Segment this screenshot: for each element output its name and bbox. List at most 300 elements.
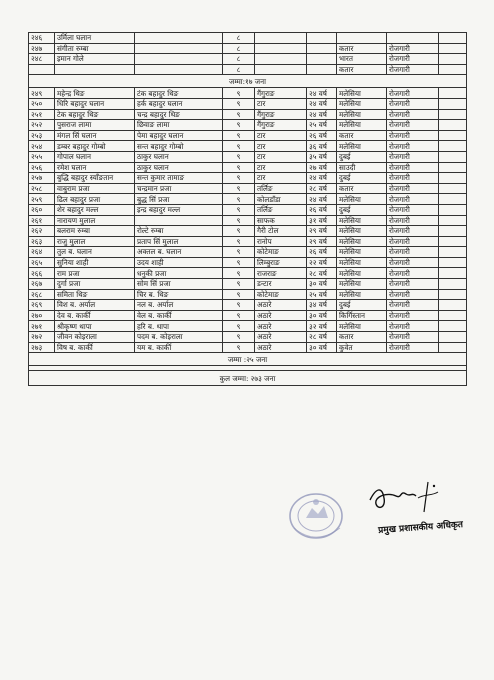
- cell-place: अठारे: [255, 332, 307, 343]
- cell-parent: [135, 33, 223, 44]
- cell-parent: अक्तल ब. घलान: [135, 247, 223, 258]
- cell-sn: २६६: [29, 268, 55, 279]
- cell-name: बलराम रुम्बा: [55, 226, 135, 237]
- cell-age: २४ वर्ष: [307, 98, 337, 109]
- cell-status: रोजगारी: [387, 332, 439, 343]
- cell-status: रोजगारी: [387, 64, 439, 75]
- cell-dest: मलेसिया: [337, 98, 387, 109]
- cell-parent: [135, 215, 223, 226]
- cell-age: [307, 54, 337, 65]
- cell-place: तर्लिङ: [255, 183, 307, 194]
- cell-status: [387, 33, 439, 44]
- table-row: [29, 109, 467, 120]
- table-row: [29, 204, 467, 215]
- cell-place: टार: [255, 141, 307, 152]
- cell-dest: मलेसिया: [337, 109, 387, 120]
- cell-sn: २६३: [29, 236, 55, 247]
- cell-age: २४ वर्ष: [307, 109, 337, 120]
- cell-pad: [439, 279, 467, 290]
- cell-place: [255, 43, 307, 54]
- cell-pad: [439, 236, 467, 247]
- cell-pad: [439, 109, 467, 120]
- cell-pad: [439, 162, 467, 173]
- cell-parent: सन्त बहादुर गोम्बो: [135, 141, 223, 152]
- cell-name: विश ब. अर्याल: [55, 300, 135, 311]
- cell-dest: मलेसिया: [337, 257, 387, 268]
- cell-place: [255, 54, 307, 65]
- cell-name: संगीता रुम्बा: [55, 43, 135, 54]
- cell-name: शेर बहादुर मल्ल: [55, 204, 135, 215]
- cell-age: ३१ वर्ष: [307, 215, 337, 226]
- cell-age: २९ वर्ष: [307, 226, 337, 237]
- cell-parent: उदय शाही: [135, 257, 223, 268]
- table-row: [29, 236, 467, 247]
- cell-place: अठारे: [255, 310, 307, 321]
- cell-ward: ९: [223, 236, 255, 247]
- cell-age: २९ वर्ष: [307, 236, 337, 247]
- cell-sn: २७२: [29, 332, 55, 343]
- cell-sn: २६५: [29, 257, 55, 268]
- cell-pad: [439, 43, 467, 54]
- cell-name: रमेश घलान: [55, 162, 135, 173]
- cell-ward: ९: [223, 226, 255, 237]
- cell-age: ३० वर्ष: [307, 342, 337, 353]
- cell-pad: [439, 257, 467, 268]
- table-row: [29, 257, 467, 268]
- cell-ward: ९: [223, 279, 255, 290]
- cell-pad: [439, 332, 467, 343]
- cell-name: दुर्गा प्रजा: [55, 279, 135, 290]
- cell-dest: मलेसिया: [337, 321, 387, 332]
- cell-sn: २५८: [29, 183, 55, 194]
- cell-pad: [439, 300, 467, 311]
- cell-dest: मलेसिया: [337, 120, 387, 131]
- cell-sn: २५६: [29, 162, 55, 173]
- cell-name: सुनिया शाही: [55, 257, 135, 268]
- cell-parent: पेमा बहादुर घलान: [135, 130, 223, 141]
- subtotal-row: [29, 353, 467, 366]
- cell-parent: बुद्ध सिं प्रजा: [135, 194, 223, 205]
- table-row: [29, 88, 467, 99]
- cell-parent: हरि ब. थापा: [135, 321, 223, 332]
- table-row: [29, 141, 467, 152]
- table-row: [29, 151, 467, 162]
- cell-age: २८ वर्ष: [307, 183, 337, 194]
- cell-ward: ९: [223, 289, 255, 300]
- cell-sn: २६७: [29, 279, 55, 290]
- cell-dest: कुवेत: [337, 342, 387, 353]
- cell-sn: २५३: [29, 130, 55, 141]
- cell-sn: २४८: [29, 54, 55, 65]
- cell-age: ३२ वर्ष: [307, 321, 337, 332]
- cell-ward: ९: [223, 204, 255, 215]
- cell-name: डम्बर बहादुर गोम्बो: [55, 141, 135, 152]
- cell-age: २४ वर्ष: [307, 88, 337, 99]
- table-row: [29, 130, 467, 141]
- cell-ward: ९: [223, 109, 255, 120]
- cell-sn: २७०: [29, 310, 55, 321]
- cell-pad: [439, 54, 467, 65]
- cell-dest: कतार: [337, 332, 387, 343]
- cell-parent: हर्क बहादुर घलान: [135, 98, 223, 109]
- cell-ward: ८: [223, 64, 255, 75]
- cell-name: श्रीकृष्ण थापा: [55, 321, 135, 332]
- cell-status: रोजगारी: [387, 342, 439, 353]
- cell-pad: [439, 194, 467, 205]
- cell-sn: २५०: [29, 98, 55, 109]
- cell-age: [307, 64, 337, 75]
- cell-name: नारायण मुलाल: [55, 215, 135, 226]
- cell-place: टार: [255, 130, 307, 141]
- cell-parent: [135, 43, 223, 54]
- cell-ward: ९: [223, 342, 255, 353]
- cell-name: महेन्द्र थिङ: [55, 88, 135, 99]
- cell-age: २६ वर्ष: [307, 247, 337, 258]
- cell-pad: [439, 98, 467, 109]
- cell-dest: मलेसिया: [337, 194, 387, 205]
- cell-parent: इन्द्र बहादुर मल्ल: [135, 204, 223, 215]
- cell-age: [307, 43, 337, 54]
- cell-status: रोजगारी: [387, 120, 439, 131]
- cell-status: रोजगारी: [387, 257, 439, 268]
- cell-parent: चन्द्रमान प्रजा: [135, 183, 223, 194]
- cell-name: मंगल सिं घलान: [55, 130, 135, 141]
- cell-name: जीवन कोइराला: [55, 332, 135, 343]
- cell-parent: पदम ब. कोइराला: [135, 332, 223, 343]
- cell-ward: ९: [223, 300, 255, 311]
- cell-place: टार: [255, 151, 307, 162]
- cell-parent: वेल ब. कार्की: [135, 310, 223, 321]
- cell-name: गोपाल घलान: [55, 151, 135, 162]
- table-row: [29, 54, 467, 65]
- cell-dest: मलेसिया: [337, 88, 387, 99]
- cell-sn: २६८: [29, 289, 55, 300]
- cell-dest: कतार: [337, 43, 387, 54]
- cell-ward: ९: [223, 321, 255, 332]
- cell-sn: २५९: [29, 194, 55, 205]
- cell-place: [255, 64, 307, 75]
- cell-dest: किर्गिस्तान: [337, 310, 387, 321]
- cell-sn: २७१: [29, 321, 55, 332]
- cell-place: कोलडाँडा: [255, 194, 307, 205]
- cell-status: रोजगारी: [387, 88, 439, 99]
- cell-age: २८ वर्ष: [307, 268, 337, 279]
- cell-age: २५ वर्ष: [307, 289, 337, 300]
- cell-status: रोजगारी: [387, 54, 439, 65]
- subtotal-1: जम्मा:१७ जना: [29, 75, 467, 88]
- cell-ward: ९: [223, 183, 255, 194]
- cell-sn: २६९: [29, 300, 55, 311]
- cell-name: [55, 64, 135, 75]
- cell-sn: २४७: [29, 43, 55, 54]
- cell-status: रोजगारी: [387, 43, 439, 54]
- table-body-main: [29, 88, 467, 353]
- cell-dest: मलेसिया: [337, 226, 387, 237]
- cell-ward: ९: [223, 88, 255, 99]
- cell-name: बुद्धि बहादुर स्याँङतान: [55, 173, 135, 184]
- cell-dest: मलेसिया: [337, 268, 387, 279]
- cell-place: टार: [255, 162, 307, 173]
- cell-age: २५ वर्ष: [307, 120, 337, 131]
- cell-place: गैरी टोल: [255, 226, 307, 237]
- cell-name: विष ब. कार्की: [55, 342, 135, 353]
- table-row: [29, 332, 467, 343]
- cell-ward: ९: [223, 141, 255, 152]
- cell-ward: ९: [223, 162, 255, 173]
- cell-place: [255, 33, 307, 44]
- cell-status: रोजगारी: [387, 268, 439, 279]
- cell-place: अठारे: [255, 300, 307, 311]
- cell-parent: ठाकुर घलान: [135, 151, 223, 162]
- cell-status: रोजगारी: [387, 247, 439, 258]
- cell-age: २७ वर्ष: [307, 162, 337, 173]
- cell-sn: [29, 64, 55, 75]
- cell-status: रोजगारी: [387, 162, 439, 173]
- cell-name: समिता थिङ: [55, 289, 135, 300]
- cell-ward: ९: [223, 173, 255, 184]
- cell-age: २४ वर्ष: [307, 194, 337, 205]
- official-seal: [282, 488, 350, 548]
- cell-sn: २४६: [29, 33, 55, 44]
- cell-pad: [439, 342, 467, 353]
- cell-pad: [439, 130, 467, 141]
- cell-sn: २५४: [29, 141, 55, 152]
- cell-sn: २५२: [29, 120, 55, 131]
- cell-name: टेक बहादुर थिङ: [55, 109, 135, 120]
- cell-sn: २७३: [29, 342, 55, 353]
- cell-ward: ९: [223, 332, 255, 343]
- cell-parent: [135, 54, 223, 65]
- cell-pad: [439, 268, 467, 279]
- migrant-register-table: [28, 32, 467, 386]
- table-row: [29, 98, 467, 109]
- cell-status: रोजगारी: [387, 215, 439, 226]
- cell-sn: २६०: [29, 204, 55, 215]
- cell-pad: [439, 88, 467, 99]
- cell-name: धिरि बहादुर घलान: [55, 98, 135, 109]
- cell-status: रोजगारी: [387, 321, 439, 332]
- cell-status: रोजगारी: [387, 173, 439, 184]
- table-row: [29, 33, 467, 44]
- cell-ward: ८: [223, 43, 255, 54]
- cell-dest: दुबई: [337, 151, 387, 162]
- cell-status: रोजगारी: [387, 310, 439, 321]
- table-row: [29, 268, 467, 279]
- signer-title: प्रमुख प्रशासकीय अधिकृत: [377, 520, 464, 536]
- cell-status: रोजगारी: [387, 300, 439, 311]
- cell-parent: छिवाङ लामा: [135, 120, 223, 131]
- cell-place: तर्लिङ: [255, 204, 307, 215]
- subtotal-row: [29, 75, 467, 88]
- cell-pad: [439, 141, 467, 152]
- table-row: [29, 183, 467, 194]
- cell-parent: टंक बहादुर थिङ: [135, 88, 223, 99]
- cell-sn: २५१: [29, 109, 55, 120]
- cell-ward: ९: [223, 194, 255, 205]
- cell-place: लिम्बुराङ: [255, 257, 307, 268]
- cell-age: २२ वर्ष: [307, 257, 337, 268]
- cell-dest: मलेसिया: [337, 141, 387, 152]
- cell-pad: [439, 120, 467, 131]
- cell-status: रोजगारी: [387, 109, 439, 120]
- cell-parent: सोम सिं प्रजा: [135, 279, 223, 290]
- cell-status: रोजगारी: [387, 194, 439, 205]
- cell-dest: भारत: [337, 54, 387, 65]
- cell-dest: साउदी: [337, 162, 387, 173]
- cell-pad: [439, 289, 467, 300]
- cell-pad: [439, 151, 467, 162]
- cell-parent: चिर ब. थिङ: [135, 289, 223, 300]
- table-row: [29, 173, 467, 184]
- cell-status: रोजगारी: [387, 183, 439, 194]
- cell-place: कोटेमाङ: [255, 247, 307, 258]
- cell-sn: २५७: [29, 173, 55, 184]
- cell-parent: रोल्टे रुम्बा: [135, 226, 223, 237]
- cell-status: रोजगारी: [387, 151, 439, 162]
- cell-parent: चन्द्र बहादुर थिङ: [135, 109, 223, 120]
- table-row: [29, 194, 467, 205]
- cell-ward: ९: [223, 151, 255, 162]
- cell-age: [307, 33, 337, 44]
- subtotal-2: जम्मा :२५ जना: [29, 353, 467, 366]
- cell-status: रोजगारी: [387, 289, 439, 300]
- cell-place: साफक: [255, 215, 307, 226]
- cell-pad: [439, 215, 467, 226]
- cell-pad: [439, 33, 467, 44]
- cell-dest: [337, 33, 387, 44]
- table-row: [29, 289, 467, 300]
- table-row: [29, 321, 467, 332]
- cell-parent: ठाकुर घलान: [135, 162, 223, 173]
- cell-sn: २४९: [29, 88, 55, 99]
- table-row: [29, 64, 467, 75]
- cell-status: रोजगारी: [387, 204, 439, 215]
- cell-parent: सन्त कुमार तामाङ: [135, 173, 223, 184]
- cell-pad: [439, 247, 467, 258]
- cell-name: इमान गोले: [55, 54, 135, 65]
- table-row: [29, 247, 467, 258]
- cell-dest: दुबई: [337, 173, 387, 184]
- table-row: [29, 43, 467, 54]
- cell-name: उर्मिला घलान: [55, 33, 135, 44]
- cell-sn: २६१: [29, 215, 55, 226]
- cell-ward: ९: [223, 130, 255, 141]
- cell-age: २८ वर्ष: [307, 332, 337, 343]
- cell-place: टार: [255, 173, 307, 184]
- cell-dest: कतार: [337, 130, 387, 141]
- cell-ward: ९: [223, 98, 255, 109]
- cell-name: पुसराज लामा: [55, 120, 135, 131]
- cell-ward: ९: [223, 268, 255, 279]
- cell-parent: धनुकी प्रजा: [135, 268, 223, 279]
- table-row: [29, 279, 467, 290]
- table-row: [29, 215, 467, 226]
- cell-pad: [439, 64, 467, 75]
- cell-ward: ८: [223, 54, 255, 65]
- cell-dest: कतार: [337, 183, 387, 194]
- cell-name: वाबुराम प्रजा: [55, 183, 135, 194]
- cell-name: राम प्रजा: [55, 268, 135, 279]
- cell-place: अठारे: [255, 321, 307, 332]
- cell-dest: मलेसिया: [337, 247, 387, 258]
- cell-pad: [439, 183, 467, 194]
- cell-dest: दुबई: [337, 204, 387, 215]
- cell-name: देव ब. कार्की: [55, 310, 135, 321]
- table-row: [29, 120, 467, 131]
- cell-pad: [439, 321, 467, 332]
- cell-pad: [439, 173, 467, 184]
- cell-status: रोजगारी: [387, 141, 439, 152]
- cell-status: रोजगारी: [387, 226, 439, 237]
- cell-name: तुल ब. घलान: [55, 247, 135, 258]
- cell-ward: ९: [223, 120, 255, 131]
- cell-place: गैंगुराङ: [255, 109, 307, 120]
- cell-place: गैंगुराङ: [255, 88, 307, 99]
- cell-status: रोजगारी: [387, 130, 439, 141]
- cell-age: ३० वर्ष: [307, 279, 337, 290]
- cell-ward: ९: [223, 247, 255, 258]
- cell-place: कोटेमाङ: [255, 289, 307, 300]
- cell-name: राजु मुलाल: [55, 236, 135, 247]
- cell-place: रानोप: [255, 236, 307, 247]
- cell-dest: मलेसिया: [337, 236, 387, 247]
- table-row: [29, 226, 467, 237]
- cell-sn: २६२: [29, 226, 55, 237]
- cell-age: २४ वर्ष: [307, 173, 337, 184]
- table-row: [29, 342, 467, 353]
- cell-parent: प्रताप सिं मुलाल: [135, 236, 223, 247]
- cell-sn: २६४: [29, 247, 55, 258]
- handwritten-signature: [366, 478, 446, 518]
- cell-ward: ९: [223, 310, 255, 321]
- cell-dest: कतार: [337, 64, 387, 75]
- table-body-top: [29, 33, 467, 75]
- grand-total: कुल जम्मा: २७३ जना: [29, 371, 467, 386]
- cell-age: ३५ वर्ष: [307, 151, 337, 162]
- table-row: [29, 162, 467, 173]
- cell-place: राजराङ: [255, 268, 307, 279]
- cell-parent: यम ब. कार्की: [135, 342, 223, 353]
- grand-total-row: [29, 371, 467, 386]
- cell-status: रोजगारी: [387, 236, 439, 247]
- cell-age: २६ वर्ष: [307, 130, 337, 141]
- cell-place: टार: [255, 98, 307, 109]
- cell-age: ३६ वर्ष: [307, 141, 337, 152]
- cell-age: २६ वर्ष: [307, 204, 337, 215]
- cell-name: ढिल बहादुर प्रजा: [55, 194, 135, 205]
- cell-ward: ९: [223, 257, 255, 268]
- cell-ward: ९: [223, 215, 255, 226]
- cell-dest: मलेसिया: [337, 215, 387, 226]
- cell-sn: २५५: [29, 151, 55, 162]
- cell-dest: मलेसिया: [337, 279, 387, 290]
- table-row: [29, 310, 467, 321]
- cell-dest: दुबई: [337, 300, 387, 311]
- cell-place: डन्टार: [255, 279, 307, 290]
- cell-pad: [439, 310, 467, 321]
- cell-pad: [439, 226, 467, 237]
- cell-ward: ८: [223, 33, 255, 44]
- cell-age: ३४ वर्ष: [307, 300, 337, 311]
- cell-parent: नल ब. अर्याल: [135, 300, 223, 311]
- cell-status: रोजगारी: [387, 279, 439, 290]
- cell-dest: मलेसिया: [337, 289, 387, 300]
- cell-pad: [439, 204, 467, 215]
- cell-place: गैंगुराङ: [255, 120, 307, 131]
- cell-age: ३० वर्ष: [307, 310, 337, 321]
- cell-parent: [135, 64, 223, 75]
- cell-place: अठारे: [255, 342, 307, 353]
